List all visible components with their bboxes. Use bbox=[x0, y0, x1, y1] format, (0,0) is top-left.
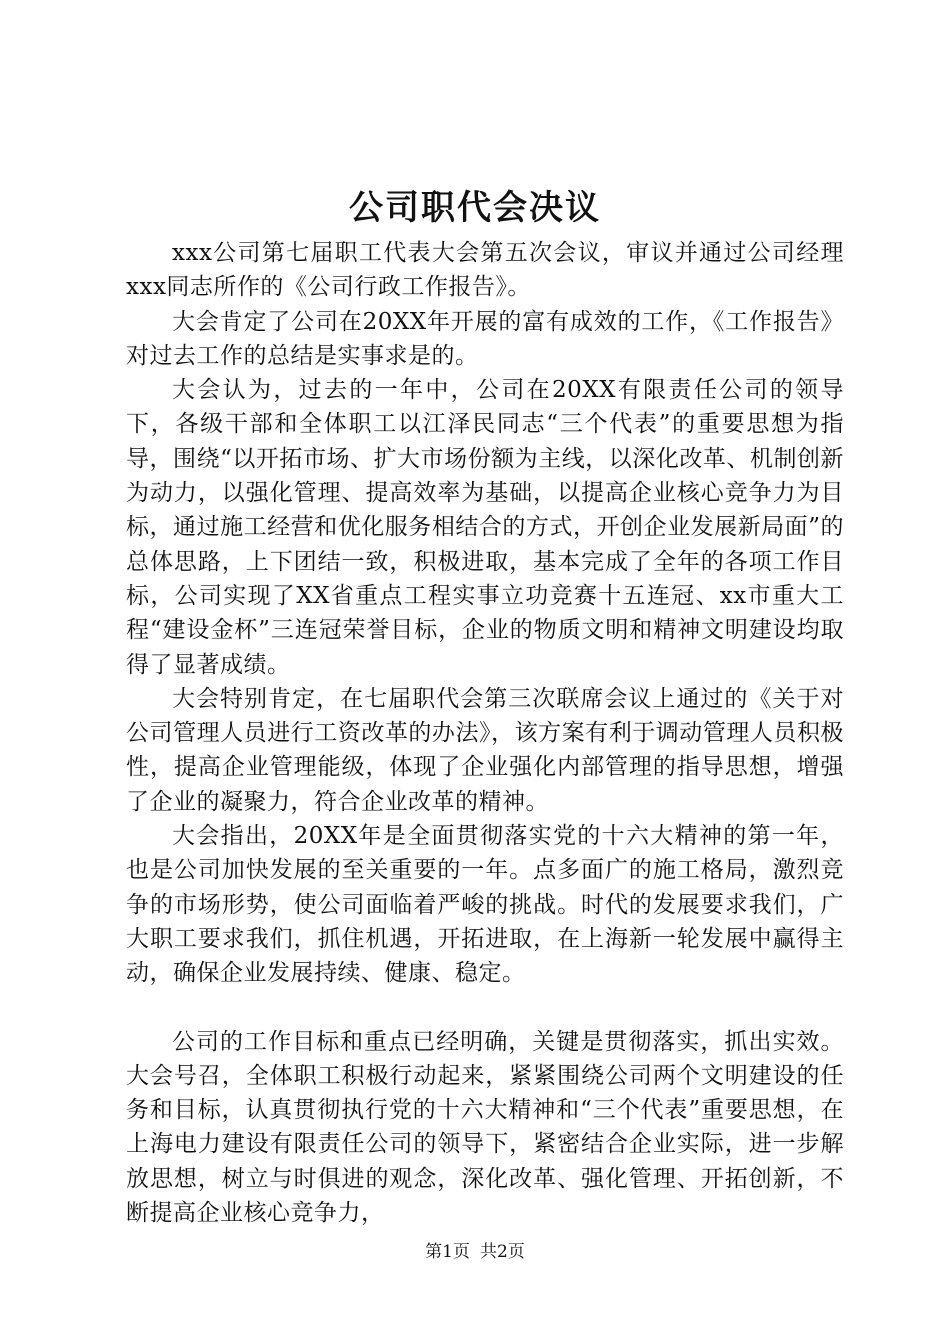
page-footer bbox=[0, 1240, 950, 1264]
paragraph-work-affirmation: 大会肯定了公司在20XX年开展的富有成效的工作，《工作报告》对过去工作的总结是实事求是的。 bbox=[126, 308, 844, 369]
page-title: 公司职代会决议 bbox=[349, 188, 601, 228]
page-number-current: 第1页 bbox=[425, 1242, 470, 1262]
paragraph-past-year-review: 大会认为，过去的一年中，公司在20XX有限责任公司的领导下，各级干部和全体职工以江泽民同志“三个代表”的重要思想为指导，围绕“以开拓市场、扩大市场份额为主线，以深化改革、机制创新为动力，以强化管理、提高效率为基础，以提高企业核心竞争力为目标，通过施工经营和优化服务相结合的方式，开创企业发展新局面”的总体思路，上下团结一致，积极进取，基本完成了全年的各项工作目标，公司实现了XX省重点工程实事立功竞赛十五连冠、xx市重大工程“建设金杯”三连冠荣誉目标，企业的物质文明和精神文明建设均取得了显著成绩。 bbox=[126, 377, 844, 678]
paragraph-salary-reform: 大会特别肯定，在七届职代会第三次联席会议上通过的《关于对公司管理人员进行工资改革的办法》，该方案有利于调动管理人员积极性，提高企业管理能级，体现了企业强化内部管理的指导思想，增强了企业的凝聚力，符合企业改革的精神。 bbox=[126, 685, 844, 815]
document-body bbox=[126, 236, 844, 1230]
paragraph-year-outlook: 大会指出，20XX年是全面贯彻落实党的十六大精神的第一年，也是公司加快发展的至关重要的一年。点多面广的施工格局，激烈竞争的市场形势，使公司面临着严峻的挑战。时代的发展要求我们，广大职工要求我们，抓住机遇，开拓进取，在上海新一轮发展中赢得主动，确保企业发展持续、健康、稳定。 bbox=[126, 823, 844, 987]
paragraph-call-to-action: 公司的工作目标和重点已经明确，关键是贯彻落实，抓出实效。大会号召，全体职工积极行动起来，紧紧围绕公司两个文明建设的任务和目标，认真贯彻执行党的十六大精神和“三个代表”重要思想，在上海电力建设有限责任公司的领导下，紧密结合企业实际，进一步解放思想，树立与时俱进的观念，深化改革、强化管理、开拓创新，不断提高企业核心竞争力， bbox=[126, 1028, 844, 1227]
paragraph-meeting-review: xxx公司第七届职工代表大会第五次会议，审议并通过公司经理xxx同志所作的《公司行政工作报告》。 bbox=[126, 240, 844, 301]
page-number-total: 共2页 bbox=[480, 1242, 525, 1262]
